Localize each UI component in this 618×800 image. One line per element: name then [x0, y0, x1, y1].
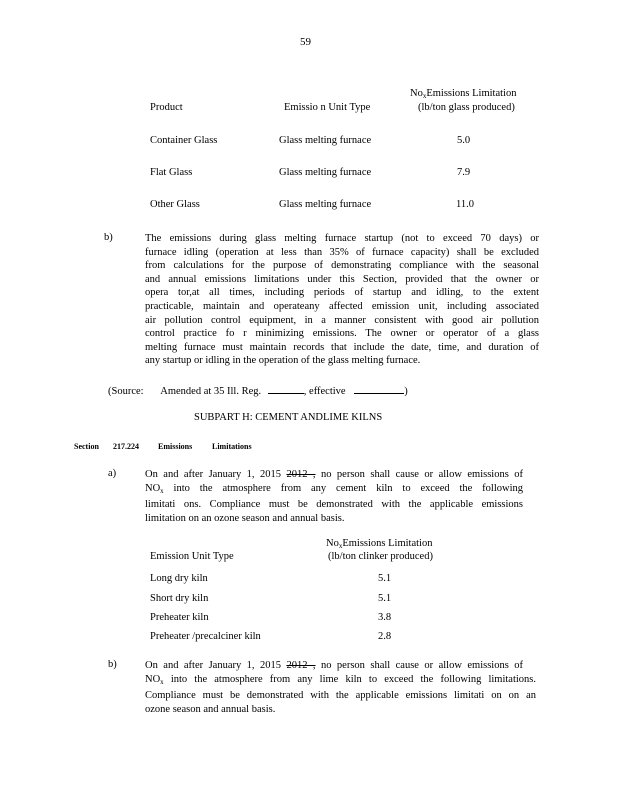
limit-cell: 7.9: [457, 167, 471, 178]
unit-cell: Preheater /precalciner kiln: [150, 631, 261, 642]
source-close: ): [404, 386, 408, 397]
paragraph-line: limitation on an ozone season and annual basis.: [145, 512, 345, 524]
volume-blank: [268, 384, 304, 394]
unit-cell: Glass melting furnace: [279, 199, 372, 210]
section-number: 217.224: [113, 442, 139, 451]
deleted-year: 2012 ,: [286, 469, 316, 480]
source-effective: , effective: [303, 386, 346, 397]
paragraph-line: practicable, maintain and operateany affected emission unit, including associated: [145, 300, 539, 312]
paragraph-line: On and after January 1, 2015 2012 , no person shall cause or allow emissions of: [145, 469, 523, 480]
table2-limit-header-line1: $No_xEmissions$ Limitation: [326, 538, 433, 550]
table1-limit-header-line2: (lb/ton glass produced): [418, 102, 515, 113]
para-b2-label: b): [108, 659, 117, 670]
paragraph-line: melting furnace must maintain records that include the date, time, and duration of: [145, 341, 539, 353]
section-title: Emissions: [158, 442, 193, 451]
table1-limit-header-line1: $No_xEmissions$ Limitation: [410, 88, 517, 100]
limit-cell: 2.8: [378, 631, 392, 642]
product-cell: Other Glass: [150, 199, 200, 210]
paragraph-line: and annual emissions limitations under this Section, provided that the owner or: [145, 273, 539, 285]
para-b-label: b): [104, 232, 113, 243]
paragraph-line: On and after January 1, 2015 2012 , no person shall cause or allow emissions of: [145, 660, 523, 671]
paragraph-line: from calculations for the purpose of demonstrating compliance with the seasonal: [145, 260, 539, 272]
para-a-label: a): [108, 468, 117, 479]
section-title-2: Limitations: [212, 442, 252, 451]
paragraph-line: Compliance must be demonstrated with the applicable emissions limitati on on an: [145, 690, 536, 702]
deleted-year: 2012 ,: [286, 660, 316, 671]
paragraph-line: $NO_x$ into the atmosphere from any cement kiln to exceed the following: [145, 482, 523, 495]
cement-kiln-paragraph: [145, 468, 523, 525]
unit-cell: Glass melting furnace: [279, 135, 372, 146]
table2-unit-header: Emission Unit Type: [150, 551, 234, 562]
paragraph-line: furnace idling (operation at less than 35% of furnace capacity) shall be excluded: [145, 246, 539, 258]
table1-product-header: Product: [150, 102, 183, 113]
unit-cell: Glass melting furnace: [279, 167, 372, 178]
source-prefix: (Source:: [108, 386, 144, 397]
startup-exclusion-paragraph: [145, 232, 539, 368]
lime-kiln-paragraph: [145, 659, 536, 716]
effective-date-blank: [354, 384, 404, 394]
paragraph-line: limitati ons. Compliance must be demonstrated with the applicable emissions: [145, 499, 523, 511]
paragraph-line: ozone season and annual basis.: [145, 703, 276, 715]
unit-cell: Short dry kiln: [150, 593, 209, 604]
paragraph-line: $NO_x$ into the atmosphere from any lime kiln to exceed the following limitations.: [145, 673, 536, 686]
source-note: [108, 384, 408, 397]
paragraph-line: control practice fo r minimizing emissions. The owner or operator of a glass: [145, 328, 539, 340]
unit-cell: Preheater kiln: [150, 612, 209, 623]
limit-cell: 5.1: [378, 593, 392, 604]
table1-unit-header: Emissio n Unit Type: [284, 102, 371, 113]
subpart-heading: SUBPART H: CEMENT ANDLIME KILNS: [194, 412, 383, 423]
paragraph-line: air pollution control equipment, in a manner consistent with good air pollution: [145, 314, 539, 326]
product-cell: Flat Glass: [150, 167, 193, 178]
limit-cell: 5.0: [457, 135, 471, 146]
limit-cell: 11.0: [456, 199, 474, 210]
limit-cell: 3.8: [378, 612, 392, 623]
paragraph-line: any startup or idling in the operation of the glass melting furnace.: [145, 355, 421, 367]
paragraph-line: The emissions during glass melting furnace startup (not to exceed 70 days) or: [145, 233, 539, 244]
unit-cell: Long dry kiln: [150, 573, 208, 584]
paragraph-line: opera tor,at all times, including periods of startup and idling, to the extent: [145, 287, 539, 299]
limit-cell: 5.1: [378, 573, 392, 584]
page-number: 59: [300, 36, 311, 48]
section-label: Section: [74, 442, 99, 451]
product-cell: Container Glass: [150, 135, 218, 146]
source-reg: Amended at 35 Ill. Reg.: [160, 386, 262, 397]
table2-limit-header-line2: (lb/ton clinker produced): [328, 551, 433, 562]
